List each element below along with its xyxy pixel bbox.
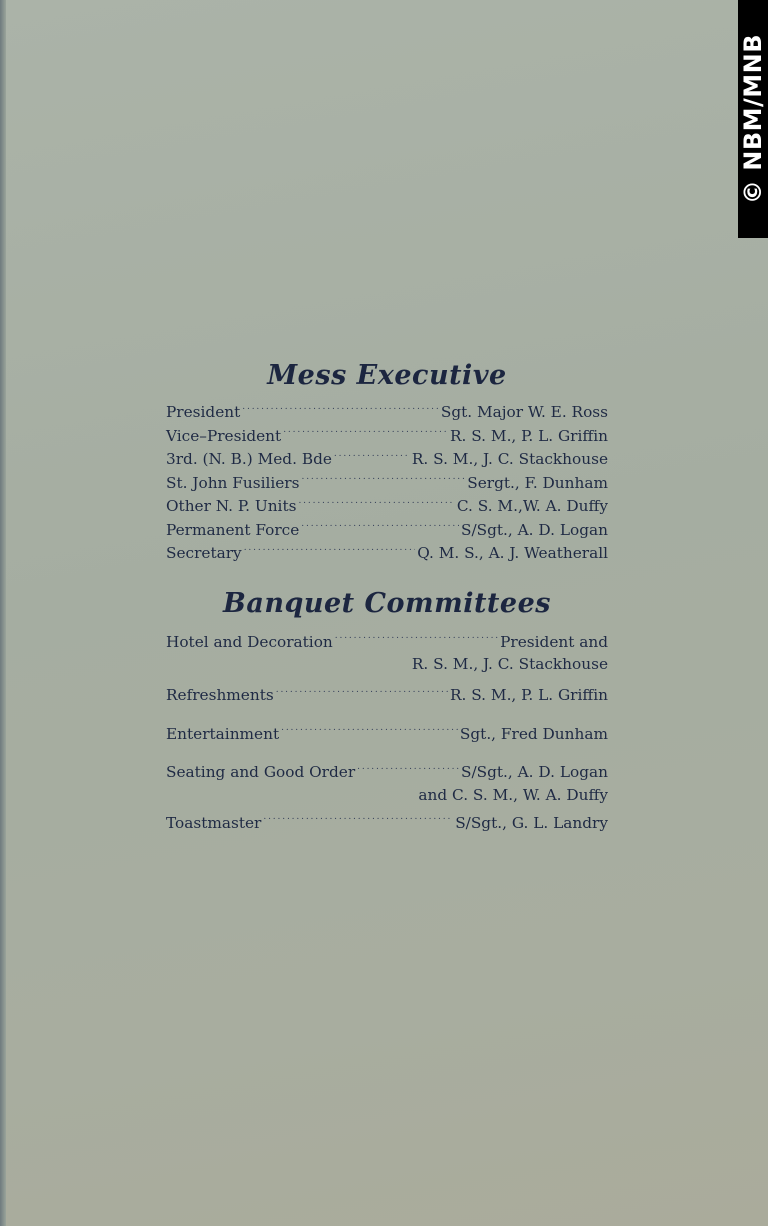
member-name-continued: R. S. M., J. C. Stackhouse [411, 655, 608, 673]
committee-label: Entertainment [166, 724, 280, 743]
spacer [166, 746, 608, 755]
spacer [166, 708, 608, 717]
committee-label: Seating and Good Order [166, 763, 356, 781]
member-name: Sgt., Fred Dunham [459, 724, 608, 743]
member-name: President and [500, 632, 608, 651]
dot-leader [357, 762, 459, 777]
member-name: Q. M. S., A. J. Weatherall [417, 544, 608, 562]
dot-leader [242, 402, 439, 417]
role-label: President [166, 403, 241, 421]
member-name: C. S. M.,W. A. Duffy [456, 497, 608, 515]
dot-leader [334, 449, 410, 464]
mess-executive-list [166, 401, 608, 566]
copyright-text: © NBM/MNB [739, 33, 767, 205]
menu-page-content [166, 360, 608, 835]
list-item [166, 401, 608, 425]
banquet-committees-heading: Banquet Committees [223, 587, 551, 619]
member-name: S/Sgt., A. D. Logan [461, 763, 608, 781]
committee-label: Refreshments [166, 686, 274, 704]
member-name: Sgt. Major W. E. Ross [440, 403, 608, 421]
page-left-edge [0, 0, 6, 1226]
copyright-watermark [738, 0, 768, 238]
banquet-committees-list [166, 631, 608, 836]
list-item [166, 519, 608, 543]
dot-leader [244, 543, 416, 558]
list-item [166, 425, 608, 449]
dot-leader [335, 631, 498, 646]
member-name: S/Sgt., G. L. Landry [455, 813, 608, 832]
member-name: R. S. M., P. L. Griffin [450, 426, 608, 445]
list-item [166, 761, 608, 785]
dot-leader [283, 425, 448, 440]
list-item [166, 631, 608, 655]
dot-leader [301, 519, 459, 534]
committee-label: Hotel and Decoration [166, 632, 333, 651]
mess-executive-heading: Mess Executive [267, 360, 507, 391]
dot-leader [276, 685, 448, 700]
member-name-continued: and C. S. M., W. A. Duffy [418, 785, 608, 804]
list-item [166, 495, 608, 519]
list-item [166, 723, 608, 747]
list-item [166, 542, 608, 566]
member-name: R. S. M., J. C. Stackhouse [411, 450, 608, 468]
dot-leader [263, 812, 453, 827]
role-label: Vice–President [166, 426, 282, 445]
dot-leader [301, 472, 465, 487]
role-label: Other N. P. Units [166, 497, 297, 515]
list-item [166, 472, 608, 496]
dot-leader [281, 723, 458, 738]
list-item [166, 684, 608, 708]
list-item [166, 812, 608, 836]
role-label: Secretary [166, 544, 242, 562]
member-name: R. S. M., P. L. Griffin [450, 686, 608, 704]
committee-label: Toastmaster [166, 813, 262, 832]
list-item [166, 448, 608, 472]
role-label: St. John Fusiliers [166, 473, 300, 492]
member-name: Sergt., F. Dunham [467, 473, 608, 492]
role-label: 3rd. (N. B.) Med. Bde [166, 450, 332, 468]
dot-leader [298, 496, 454, 511]
role-label: Permanent Force [166, 520, 300, 539]
member-name: S/Sgt., A. D. Logan [461, 520, 608, 539]
